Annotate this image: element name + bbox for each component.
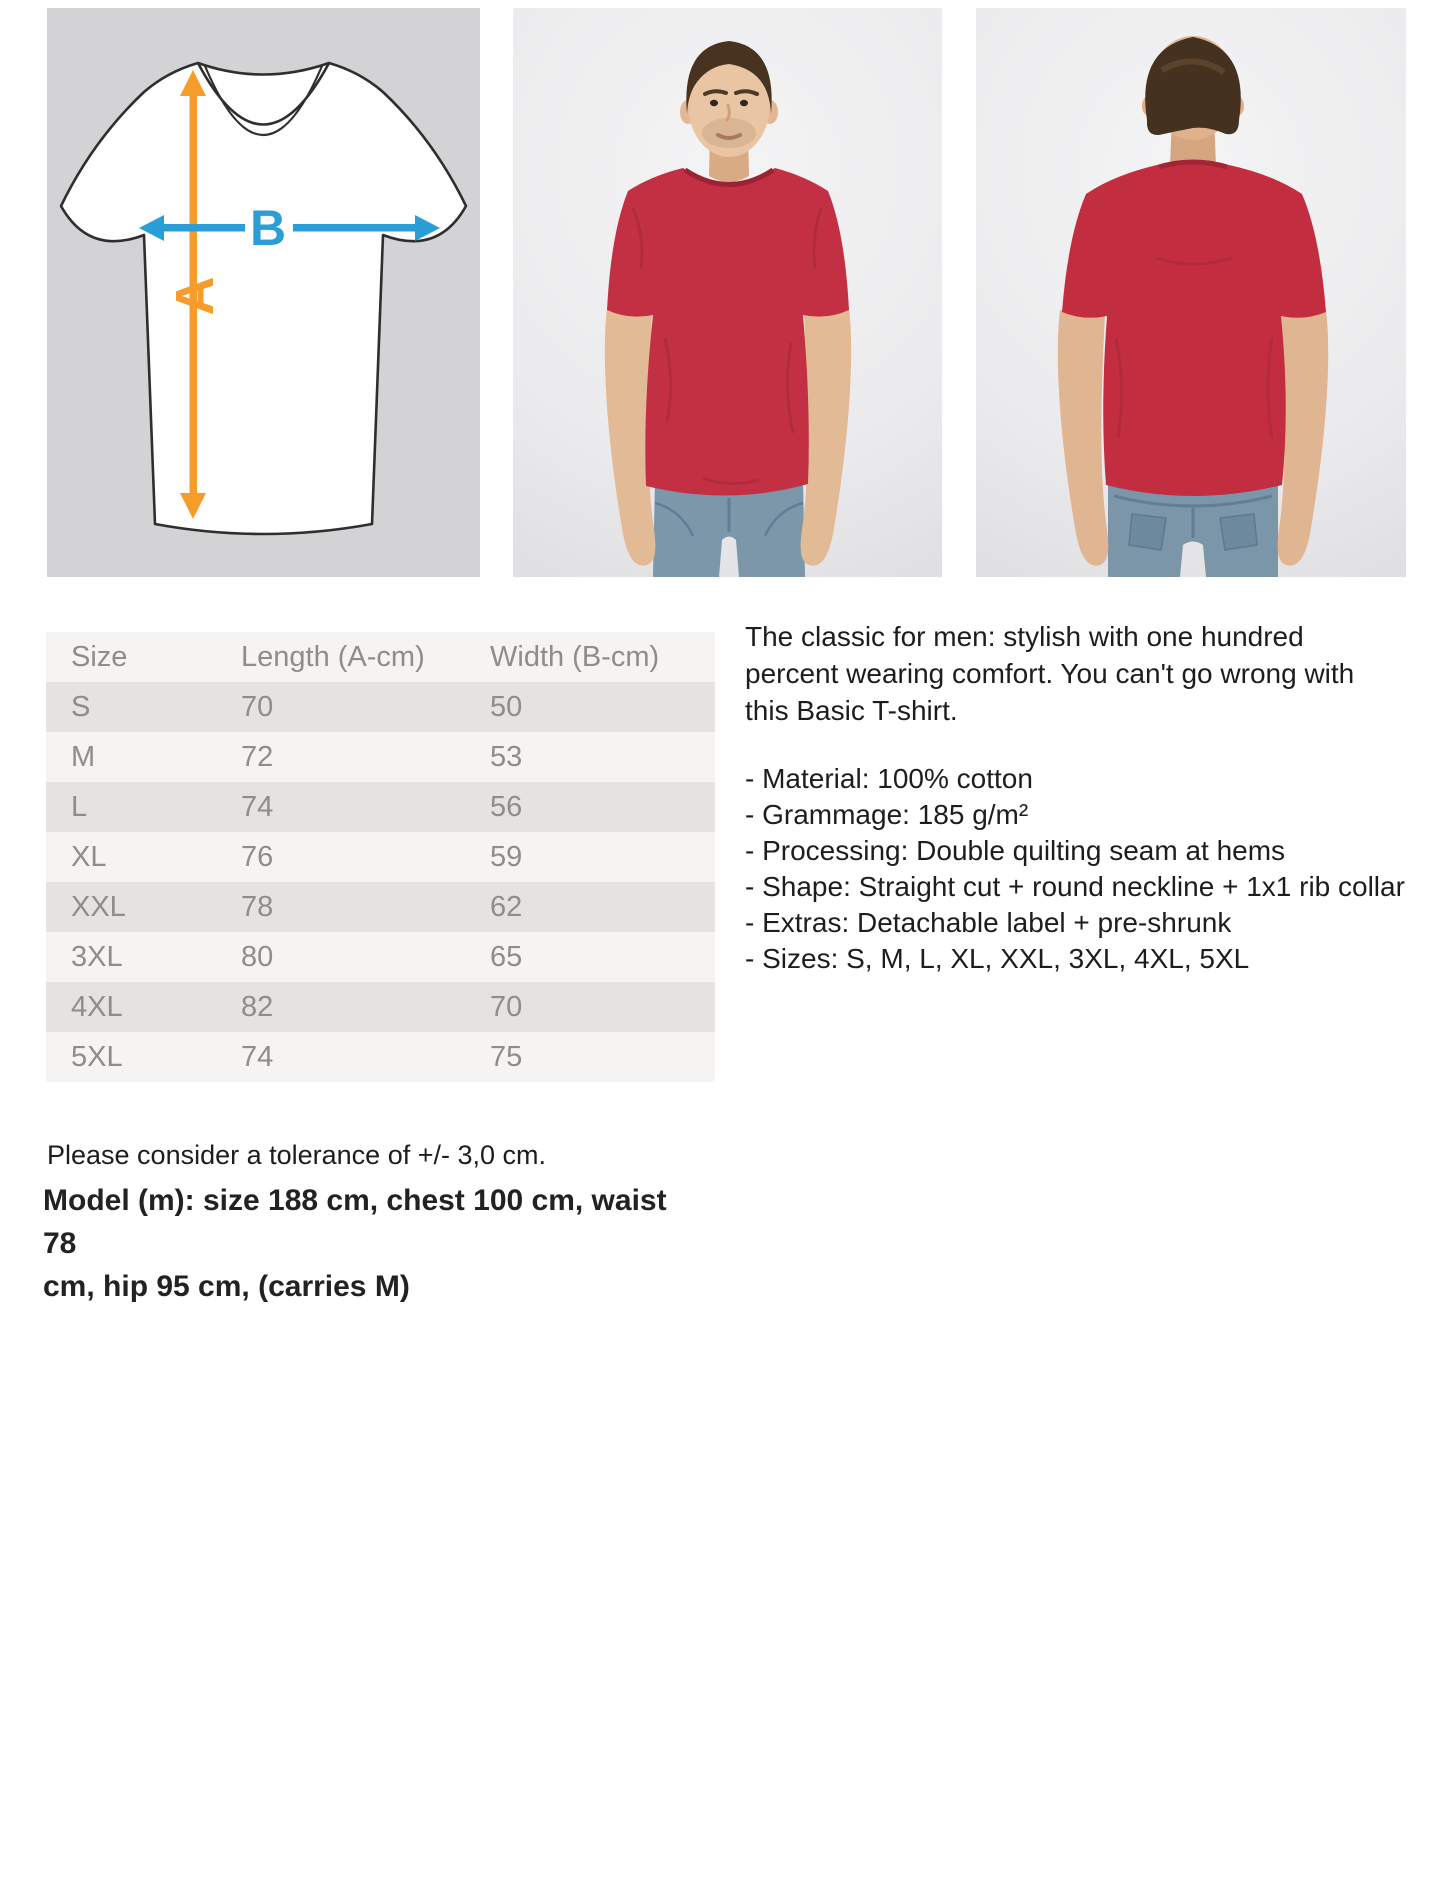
measurement-label-b: B — [249, 200, 287, 256]
table-row — [46, 882, 715, 932]
bullet-sizes: - Sizes: S, M, L, XL, XXL, 3XL, 4XL, 5XL — [745, 943, 1250, 974]
product-description — [745, 618, 1405, 977]
cell-size: M — [71, 740, 96, 773]
tolerance-note: Please consider a tolerance of +/- 3,0 cm. — [47, 1140, 547, 1170]
footer-notes — [43, 1140, 693, 1308]
table-row — [46, 832, 715, 882]
bullet-shape: - Shape: Straight cut + round neckline + 1x1 rib collar — [745, 871, 1405, 902]
cell-size: 5XL — [71, 1040, 123, 1073]
back-head — [1142, 36, 1244, 172]
arrow-b-line-left — [161, 224, 245, 232]
tshirt-outline — [61, 63, 466, 534]
cell-length: 70 — [241, 690, 274, 723]
cell-size: XXL — [71, 890, 126, 923]
cell-width: 53 — [490, 740, 523, 773]
cell-width: 59 — [490, 840, 523, 873]
front-head — [680, 41, 778, 182]
bullet-processing: - Processing: Double quilting seam at hems — [745, 835, 1286, 866]
bullet-grammage: - Grammage: 185 g/m² — [745, 799, 1029, 830]
cell-size: S — [71, 690, 91, 723]
arrow-b-line-right — [293, 224, 417, 232]
cell-length: 82 — [241, 990, 274, 1023]
model-back-illustration — [976, 8, 1406, 577]
model-info-line-1: Model (m): size 188 cm, chest 100 cm, waist 78 — [43, 1184, 667, 1260]
size-table-header-row — [46, 632, 715, 682]
cell-size: 4XL — [71, 990, 123, 1023]
tshirt-measurement-diagram — [47, 8, 480, 577]
cell-length: 76 — [241, 840, 274, 873]
model-front-photo — [513, 8, 942, 577]
model-front-illustration — [513, 8, 942, 577]
cell-length: 80 — [241, 940, 274, 973]
table-row — [46, 732, 715, 782]
header-size: Size — [71, 640, 128, 673]
header-width: Width (B-cm) — [490, 640, 660, 673]
model-back-photo — [976, 8, 1406, 577]
model-info — [43, 1179, 693, 1308]
table-row — [46, 1032, 715, 1082]
description-bullet-list — [745, 761, 1405, 977]
cell-width: 65 — [490, 940, 523, 973]
measurement-diagram-panel — [47, 8, 480, 577]
table-row — [46, 982, 715, 1032]
cell-width: 70 — [490, 990, 523, 1023]
cell-size: XL — [71, 840, 107, 873]
cell-width: 50 — [490, 690, 523, 723]
cell-length: 74 — [241, 1040, 274, 1073]
table-row — [46, 932, 715, 982]
cell-length: 78 — [241, 890, 274, 923]
table-row — [46, 682, 715, 732]
header-length: Length (A-cm) — [241, 640, 425, 673]
table-row — [46, 782, 715, 832]
measurement-label-a: A — [165, 276, 225, 316]
size-table — [46, 632, 715, 1082]
model-info-line-2: cm, hip 95 cm, (carries M) — [43, 1270, 410, 1303]
cell-length: 72 — [241, 740, 274, 773]
cell-width: 62 — [490, 890, 523, 923]
cell-width: 56 — [490, 790, 523, 823]
back-hair — [1145, 37, 1241, 135]
description-intro: The classic for men: stylish with one hundred percent wearing comfort. You can't go wrong with this Basic T-shirt. — [745, 621, 1355, 726]
cell-width: 75 — [490, 1040, 523, 1073]
bullet-material: - Material: 100% cotton — [745, 763, 1033, 794]
bullet-extras: - Extras: Detachable label + pre-shrunk — [745, 907, 1232, 938]
cell-size: 3XL — [71, 940, 123, 973]
cell-size: L — [71, 790, 88, 823]
cell-length: 74 — [241, 790, 274, 823]
